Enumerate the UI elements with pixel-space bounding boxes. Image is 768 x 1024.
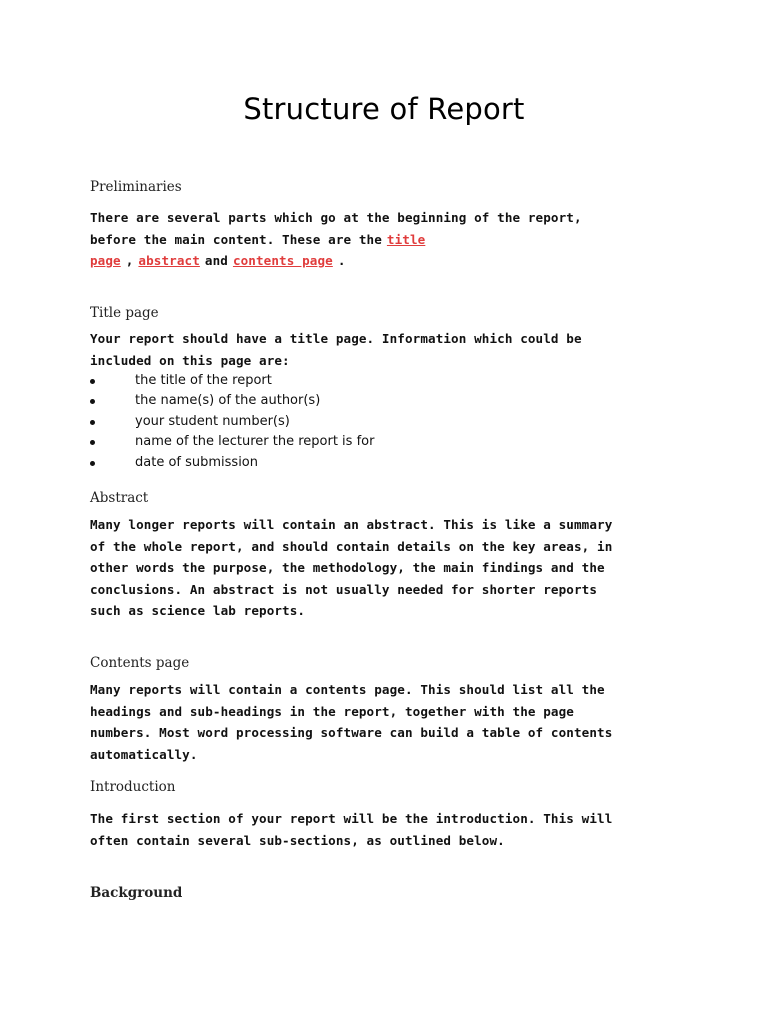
and-word: and [204, 253, 228, 268]
heading-preliminaries: Preliminaries [90, 179, 182, 195]
list-item [90, 412, 374, 432]
preliminaries-text: There are several parts which go at the beginning of the report, before the main content. These are the [90, 210, 582, 247]
list-item [90, 453, 374, 473]
bullet-icon [90, 420, 95, 425]
list-item-text: name of the lecturer the report is for [135, 434, 375, 450]
heading-contents-page: Contents page [90, 655, 190, 671]
heading-background: Background [90, 885, 183, 901]
abstract-paragraph: Many longer reports will contain an abstract. This is like a summary of the whole report, and should contain details on the key areas, in other words the purpose, the methodology, the main findings and the conclusions. An abstract is not usually needed for shorter reports such as science lab reports. [90, 517, 613, 618]
list-item-text: the title of the report [135, 373, 272, 388]
heading-introduction: Introduction [90, 779, 176, 795]
sentence-end: . [337, 253, 346, 268]
preliminaries-paragraph [90, 207, 620, 272]
title-page-paragraph: Your report should have a title page. Information which could be included on this page are: [90, 331, 582, 368]
list-item [90, 432, 374, 452]
document-title: Structure of Report [243, 92, 525, 126]
introduction-paragraph: The first section of your report will be the introduction. This will often contain several sub-sections, as outlined below. [90, 811, 613, 848]
title-page-bullet-list [90, 371, 374, 473]
heading-title-page: Title page [90, 305, 159, 321]
list-item-text: the name(s) of the author(s) [135, 393, 321, 409]
bullet-icon [90, 399, 95, 404]
list-item [90, 391, 374, 411]
separator-comma: , [125, 253, 134, 268]
list-item-text: your student number(s) [135, 413, 290, 429]
title-page-link[interactable]: title page [90, 231, 426, 268]
heading-abstract: Abstract [90, 490, 149, 506]
list-item [90, 371, 374, 391]
contents-page-link[interactable]: contents page [232, 253, 333, 268]
bullet-icon [90, 440, 95, 445]
bullet-icon [90, 461, 95, 466]
contents-page-paragraph: Many reports will contain a contents page. This should list all the headings and sub-headings in the report, together with the page numbers. Most word processing software can build a table of contents automatically. [90, 682, 613, 762]
list-item-text: date of submission [135, 454, 258, 470]
abstract-link[interactable]: abstract [138, 253, 200, 268]
bullet-icon [90, 379, 95, 384]
